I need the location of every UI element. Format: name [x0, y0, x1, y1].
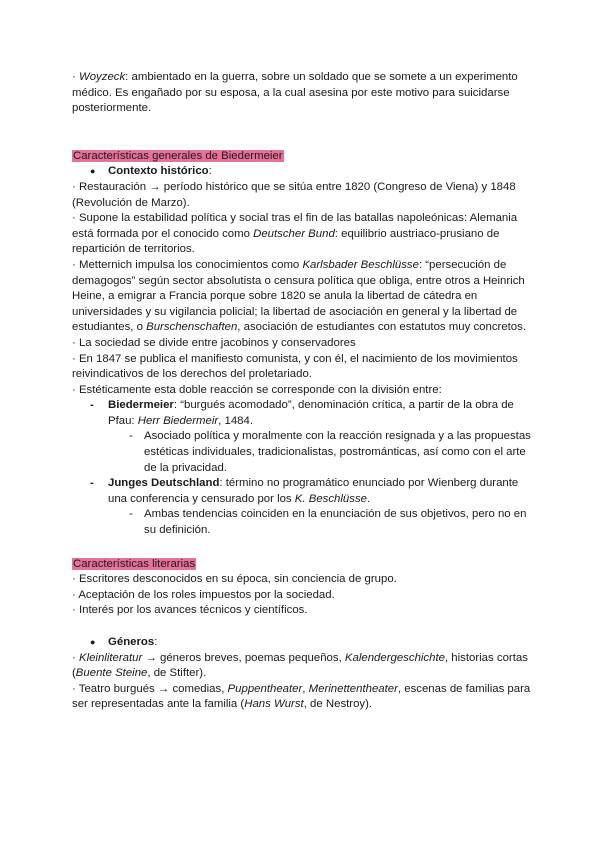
document-page [72, 70, 532, 713]
junges-deutschland-subitem: - Ambas tendencias coinciden en la enunciación de sus objetivos, pero no en su definición. [129, 508, 527, 537]
junges-deutschland-item: - Junges Deutschland: término no programático enunciado por Wienberg durante una conferencia y censurado por los K. Beschlüsse. [90, 477, 519, 505]
sociedad-paragraph: · La sociedad se divide entre jacobinos y conservadores [72, 336, 356, 349]
literary-item-3: · Interés por los avances técnicos y científicos. [72, 604, 308, 617]
section-heading-general [72, 149, 532, 165]
estabilidad-paragraph: · Supone la estabilidad política y social tras el fin de las batallas napoleónicas: Alemania está formada por el conocido como Deutscher Bund: equilibrio austriaco-prusiano de repartición de territorios. [72, 212, 518, 256]
context-bullet: ● Contexto histórico: [72, 164, 532, 180]
woyzeck-title: Woyzeck [78, 71, 126, 83]
section-heading-literary [72, 557, 532, 573]
highlighted-heading: Características literarias [73, 557, 196, 570]
woyzeck-paragraph: · Woyzeck: ambientado en la guerra, sobre un soldado que se somete a un experimento médico. Es engañado por su esposa, a la cual asesina por este motivo para suicidarse posteriormente. [72, 71, 518, 115]
restauracion-paragraph: · Restauración → período histórico que se sitúa entre 1820 (Congreso de Viena) y 1848 (Revolución de Marzo). [72, 180, 516, 209]
division-paragraph: · Estéticamente esta doble reacción se corresponde con la división entre: [72, 383, 442, 396]
highlighted-heading: Características generales de Biedermeier [73, 149, 283, 162]
genres-bullet: ● Géneros: [72, 635, 532, 651]
kleinliteratur-paragraph: · Kleinliteratur → géneros breves, poemas pequeños, Kalendergeschichte, historias cortas (Buente Steine, de Stifter). [72, 651, 528, 680]
literary-item-1: · Escritores desconocidos en su época, sin conciencia de grupo. [72, 573, 397, 586]
literary-item-2: · Aceptación de los roles impuestos por la sociedad. [72, 588, 335, 601]
biedermeier-subitem: - Asociado política y moralmente con la reacción resignada y a las propuestas estéticas individuales, tradicionalistas, postrománticas, así como con el arte de la privacidad. [129, 430, 531, 474]
manifiesto-paragraph: · En 1847 se publica el manifiesto comunista, y con él, el nacimiento de los movimientos reivindicativos de los derechos del proletariado. [72, 352, 518, 381]
metternich-paragraph: · Metternich impulsa los conocimientos como Karlsbader Beschlüsse: “persecución de demagogos” según sector absolutista o censura política que obliga, entre otros a Heinrich Heine, a emigrar a Francia porque sobre 1820 se anula la libertad de cátedra en universidades y su vigilancia policial; la libertad de asociación en general y la libertad de estudiantes, o Burschenschaften, asociación de estudiantes con estatutos muy concretos. [72, 258, 527, 334]
biedermeier-item: - Biedermeier: “burgués acomodado”, denominación crítica, a partir de la obra de Pfau: Herr Biedermeir, 1484. [90, 399, 514, 427]
teatro-paragraph: · Teatro burgués → comedias, Puppentheater, Merinettentheater, escenas de familias para ser representadas ante la familia (Hans Wurst, de Nestroy). [72, 682, 531, 711]
